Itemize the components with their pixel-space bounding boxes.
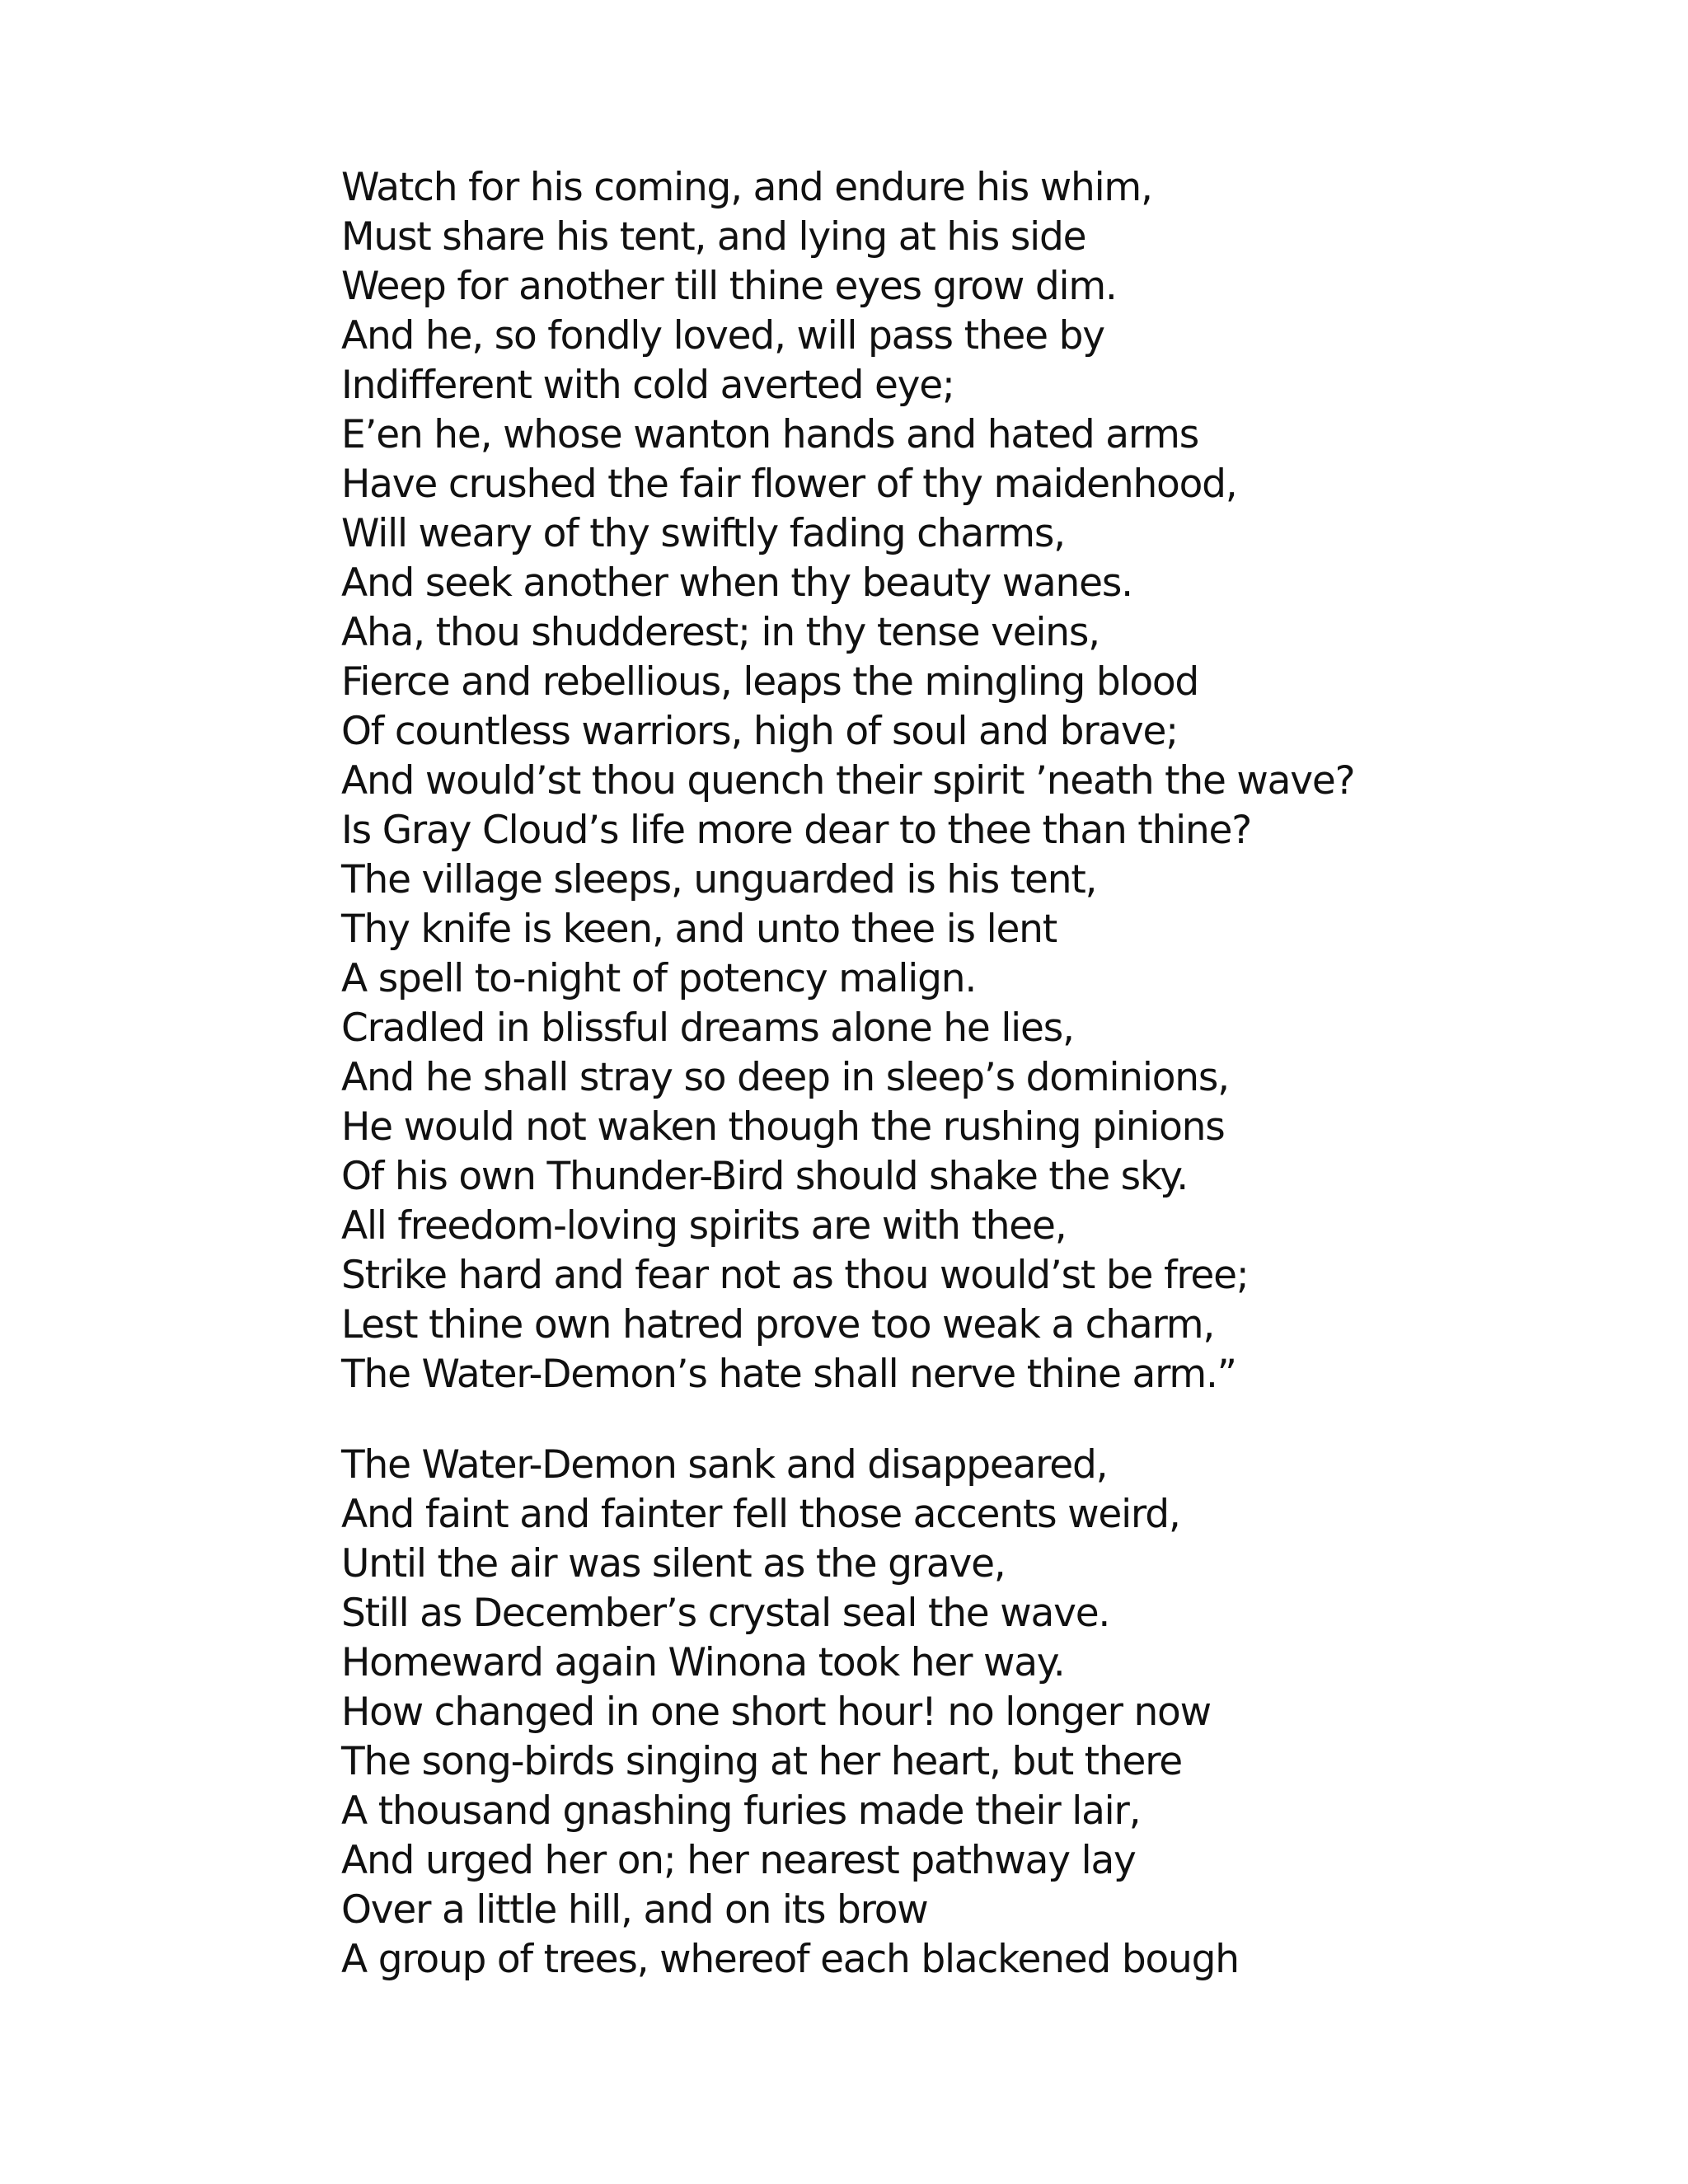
poem-line: The song-birds singing at her heart, but there [341, 1739, 1183, 1784]
poem-line: Homeward again Winona took her way. [341, 1640, 1065, 1685]
poem-line: Will weary of thy swiftly fading charms, [341, 511, 1065, 556]
poem-line: A thousand gnashing furies made their lair, [341, 1788, 1141, 1834]
poem-line: Until the air was silent as the grave, [341, 1541, 1006, 1586]
poem-line: Aha, thou shudderest; in thy tense veins, [341, 610, 1100, 655]
stanza-2-region [341, 1441, 1627, 1982]
poem-line: A spell to-night of potency malign. [341, 956, 977, 1001]
poem-line: The Water-Demon’s hate shall nerve thine arm.” [341, 1352, 1236, 1397]
poem-line: Watch for his coming, and endure his whim, [341, 165, 1152, 210]
poem-line: Weep for another till thine eyes grow dim. [341, 264, 1117, 309]
poem-line: All freedom-loving spirits are with thee, [341, 1203, 1067, 1249]
poem-line: Is Gray Cloud’s life more dear to thee than thine? [341, 808, 1252, 853]
poem-line: Fierce and rebellious, leaps the mingling blood [341, 659, 1199, 705]
poem-line: Strike hard and fear not as thou would’st be free; [341, 1253, 1249, 1298]
stanza-2 [341, 1441, 1627, 1985]
poem-line: Of his own Thunder-Bird should shake the sky. [341, 1154, 1188, 1199]
poem-line: Indifferent with cold averted eye; [341, 363, 954, 408]
stanza-1-region [341, 165, 1627, 1397]
poem-line: The Water-Demon sank and disappeared, [341, 1442, 1108, 1488]
poem-line: Over a little hill, and on its brow [341, 1887, 928, 1933]
poem-line: And urged her on; her nearest pathway lay [341, 1838, 1136, 1883]
poem-line: And would’st thou quench their spirit ’neath the wave? [341, 758, 1355, 804]
poem-line: Cradled in blissful dreams alone he lies, [341, 1005, 1074, 1051]
poem-line: A group of trees, whereof each blackened bough [341, 1937, 1239, 1982]
poem-line: And he, so fondly loved, will pass thee by [341, 313, 1104, 359]
poem-line: How changed in one short hour! no longer now [341, 1690, 1211, 1735]
poem-line: Must share his tent, and lying at his side [341, 214, 1086, 260]
poem-line: Lest thine own hatred prove too weak a charm, [341, 1302, 1215, 1347]
poem-line: Of countless warriors, high of soul and brave; [341, 709, 1178, 754]
poem-line: And he shall stray so deep in sleep’s dominions, [341, 1055, 1229, 1100]
poem-line: He would not waken though the rushing pinions [341, 1104, 1225, 1150]
poem-line: The village sleeps, unguarded is his tent, [341, 857, 1097, 902]
poem-line: And seek another when thy beauty wanes. [341, 560, 1132, 606]
poem-line: Still as December’s crystal seal the wave. [341, 1591, 1110, 1636]
poem-line: And faint and fainter fell those accents weird, [341, 1492, 1180, 1537]
poem-line: Thy knife is keen, and unto thee is lent [341, 907, 1057, 952]
poem-line: E’en he, whose wanton hands and hated arms [341, 412, 1199, 457]
poem-line: Have crushed the fair flower of thy maidenhood, [341, 462, 1237, 507]
stanza-1 [341, 163, 1627, 1399]
